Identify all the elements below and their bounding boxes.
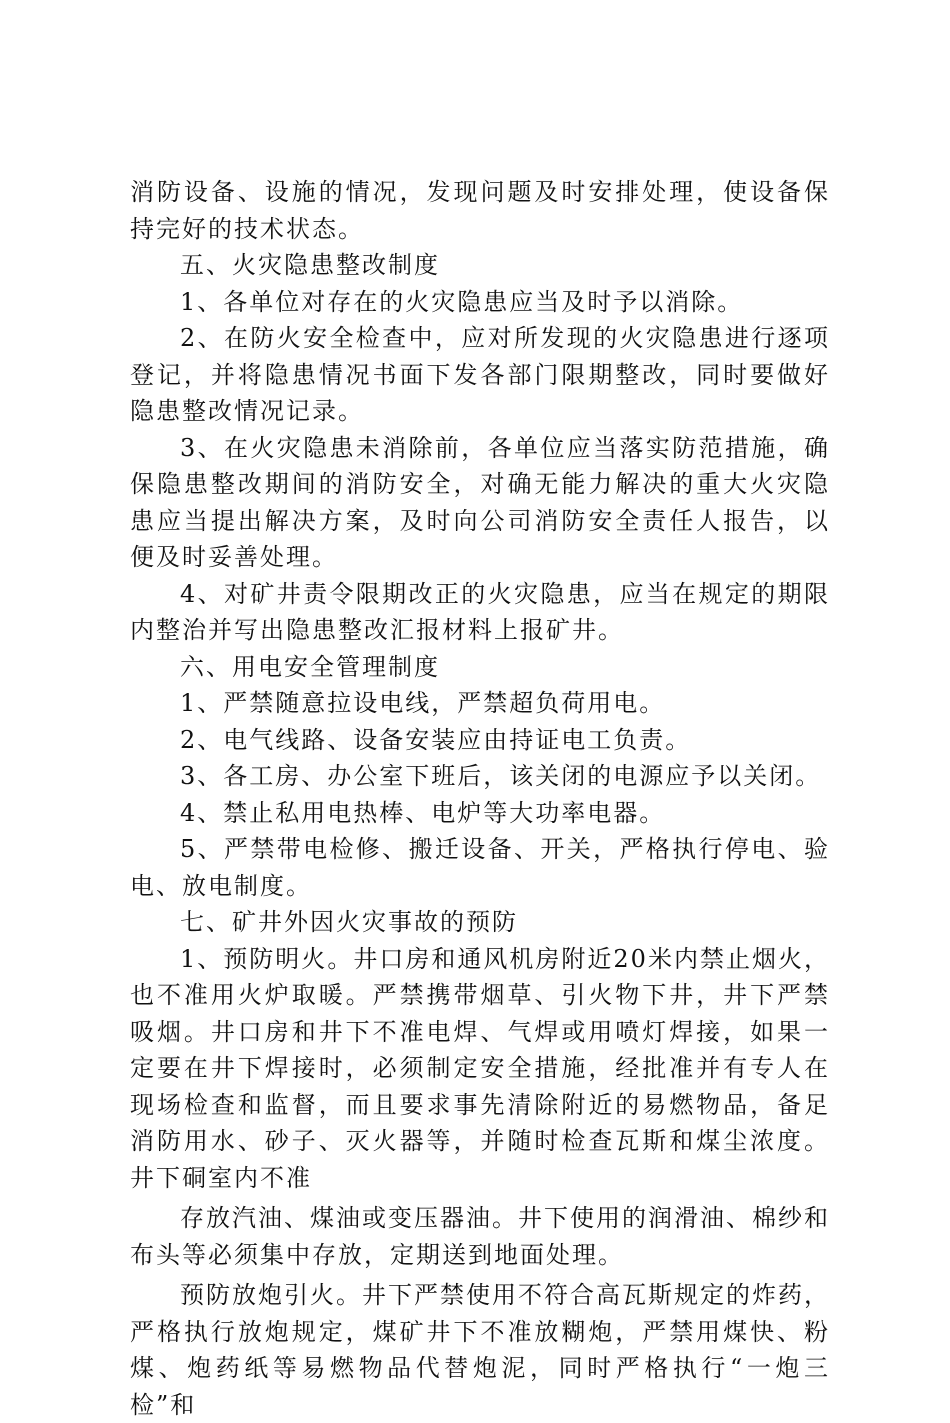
paragraph: 1、严禁随意拉设电线，严禁超负荷用电。	[180, 689, 666, 717]
section-heading: 七、矿井外因火灾事故的预防	[180, 908, 518, 936]
paragraph: 5、严禁带电检修、搬迁设备、开关，严格执行停电、验电、放电制度。	[130, 835, 830, 900]
paragraph: 1、预防明火。井口房和通风机房附近20米内禁止烟火，也不准用火炉取暖。严禁携带烟草、引火物下井，井下严禁吸烟。井口房和井下不准电焊、气焊或用喷灯焊接，如果一定要在井下焊接时，必须制定安全措施，经批准并有专人在现场检查和监督，而且要求事先清除附近的易燃物品，备足消防用水、砂子、灭火器等，并随时检查瓦斯和煤尘浓度。井下硐室内不准	[130, 944, 830, 1192]
paragraph: 4、对矿井责令限期改正的火灾隐患，应当在规定的期限内整治并写出隐患整改汇报材料上报矿井。	[130, 579, 830, 644]
section-heading: 五、火灾隐患整改制度	[180, 251, 440, 279]
paragraph: 3、各工房、办公室下班后，该关闭的电源应予以关闭。	[180, 762, 822, 790]
section-heading: 六、用电安全管理制度	[180, 652, 440, 681]
paragraph: 1、各单位对存在的火灾隐患应当及时予以消除。	[180, 287, 744, 316]
paragraph: 存放汽油、煤油或变压器油。井下使用的润滑油、棉纱和布头等必须集中存放，定期送到地面处理。	[130, 1204, 830, 1269]
paragraph: 2、在防火安全检查中，应对所发现的火灾隐患进行逐项登记，并将隐患情况书面下发各部门限期整改，同时要做好隐患整改情况记录。	[130, 324, 830, 425]
paragraph: 3、在火灾隐患未消除前，各单位应当落实防范措施，确保隐患整改期间的消防安全，对确无能力解决的重大火灾隐患应当提出解决方案，及时向公司消防安全责任人报告，以便及时妥善处理。	[130, 433, 830, 571]
document-body	[130, 174, 830, 1423]
paragraph: 2、电气线路、设备安装应由持证电工负责。	[180, 725, 692, 754]
paragraph: 消防设备、设施的情况，发现问题及时安排处理，使设备保持完好的技术状态。	[130, 178, 830, 243]
paragraph: 4、禁止私用电热棒、电炉等大功率电器。	[180, 798, 666, 827]
paragraph: 预防放炮引火。井下严禁使用不符合高瓦斯规定的炸药，严格执行放炮规定，煤矿井下不准放糊炮，严禁用煤快、粉煤、炮药纸等易燃物品代替炮泥，同时严格执行“一炮三检”和	[130, 1281, 830, 1419]
